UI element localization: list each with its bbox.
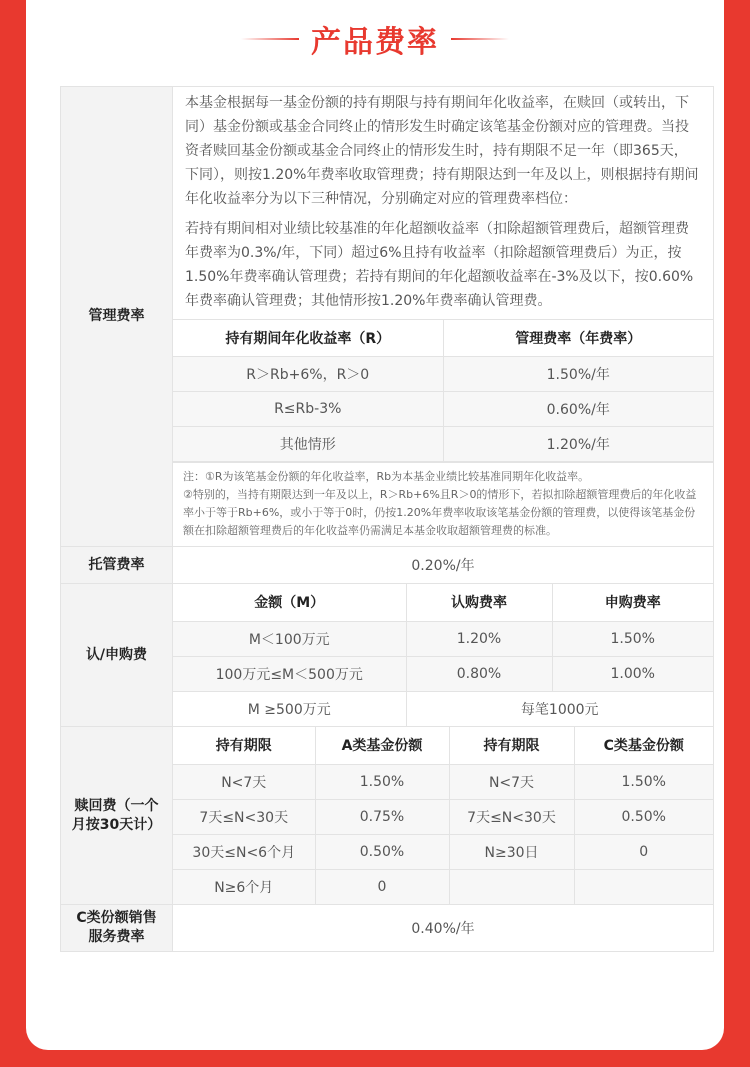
management-fee-paragraph-2: 若持有期间相对业绩比较基准的年化超额收益率（扣除超额管理费后，超额管理费年费率为0.3%/年，下同）超过6%且持有收益率（扣除超额管理费后）为正，按1.50%年费率确认管理费；若持有期间的年化超额收益率在-3%及以下，按0.60%年费率确认管理费；其他情形按1.20%年费率确认管理费。 <box>185 221 694 309</box>
tier-condition: R＞Rb+6%，R＞0 <box>173 357 443 392</box>
tier-rate: 1.20%/年 <box>443 427 713 462</box>
tier-condition: 其他情形 <box>173 427 443 462</box>
title-decor-line-left <box>241 38 299 40</box>
redeem-period-c: N≥30日 <box>449 834 574 869</box>
sub-amount: 100万元≤M＜500万元 <box>173 656 406 691</box>
table-row <box>173 427 713 462</box>
sub-header-subscribe: 认购费率 <box>406 584 552 621</box>
management-fee-row <box>61 87 713 546</box>
redeem-rate-a: 0.50% <box>315 834 449 869</box>
redeem-rate-c: 1.50% <box>574 764 713 799</box>
management-fee-content <box>173 87 713 546</box>
title-decor-line-right <box>451 38 509 40</box>
note-line-2: ②特别的，当持有期限达到一年及以上，R＞Rb+6%且R＞0的情形下，若拟扣除超额管理费后的年化收益率小于等于Rb+6%，或小于等于0时，仍按1.20%年费率收取该笔基金份额的管理费，以使得该笔基金份额在扣除超额管理费后的年化收益率仍需满足本基金收取超额管理费的标准。 <box>183 488 697 537</box>
fee-card <box>26 0 724 1050</box>
table-row <box>173 357 713 392</box>
subscription-fee-label: 认/申购费 <box>61 584 173 726</box>
redeem-period-c: 7天≤N<30天 <box>449 799 574 834</box>
note-line-1: 注：①R为该笔基金份额的年化收益率，Rb为本基金业绩比较基准同期年化收益率。 <box>183 470 590 483</box>
redeem-period-a: 7天≤N<30天 <box>173 799 315 834</box>
redeem-rate-a: 1.50% <box>315 764 449 799</box>
sub-fixed-fee: 每笔1000元 <box>406 691 713 726</box>
sub-purchase-rate: 1.00% <box>552 656 713 691</box>
table-row <box>173 799 713 834</box>
redeem-rate-a: 0 <box>315 869 449 904</box>
redeem-period-a: N<7天 <box>173 764 315 799</box>
tier-rate: 1.50%/年 <box>443 357 713 392</box>
tier-header-return: 持有期间年化收益率（R） <box>173 320 443 357</box>
sub-header-amount: 金额（M） <box>173 584 406 621</box>
management-fee-tier-table <box>173 319 713 462</box>
tier-condition: R≤Rb-3% <box>173 392 443 427</box>
redeem-rate-c <box>574 869 713 904</box>
redeem-period-c <box>449 869 574 904</box>
tier-rate: 0.60%/年 <box>443 392 713 427</box>
section-title: 产品费率 <box>311 25 439 60</box>
table-row <box>173 656 713 691</box>
table-row <box>173 764 713 799</box>
sub-header-purchase: 申购费率 <box>552 584 713 621</box>
table-row <box>173 621 713 656</box>
c-class-fee-row <box>61 904 713 951</box>
table-row <box>173 392 713 427</box>
subscription-fee-table <box>173 584 713 726</box>
redeem-rate-a: 0.75% <box>315 799 449 834</box>
redeem-header-period-c: 持有期限 <box>449 727 574 764</box>
management-fee-paragraph-1: 本基金根据每一基金份额的持有期限与持有期间年化收益率，在赎回（或转出，下同）基金份额或基金合同终止的情形发生时确定该笔基金份额对应的管理费。当投资者赎回基金份额或基金合同终止的情形发生时，持有期限不足一年（即365天，下同），则按1.20%年费率收取管理费；持有期限达到一年及以上，则根据持有期间年化收益率分为以下三种情况，分别确定对应的管理费率档位： <box>185 95 699 207</box>
tier-header-rate: 管理费率（年费率） <box>443 320 713 357</box>
c-class-fee-content <box>173 905 713 951</box>
redeem-period-c: N<7天 <box>449 764 574 799</box>
redemption-fee-content <box>173 727 713 904</box>
subscription-fee-content <box>173 584 713 726</box>
custody-fee-value: 0.20%/年 <box>411 558 475 574</box>
redeem-rate-c: 0.50% <box>574 799 713 834</box>
redeem-rate-c: 0 <box>574 834 713 869</box>
redeem-header-class-a: A类基金份额 <box>315 727 449 764</box>
subscription-fee-row <box>61 583 713 726</box>
management-fee-label: 管理费率 <box>61 87 173 546</box>
sub-amount: M ≥500万元 <box>173 691 406 726</box>
redeem-period-a: N≥6个月 <box>173 869 315 904</box>
redeem-period-a: 30天≤N<6个月 <box>173 834 315 869</box>
sub-amount: M＜100万元 <box>173 621 406 656</box>
custody-fee-row <box>61 546 713 583</box>
c-class-fee-label: C类份额销售服务费率 <box>61 905 173 951</box>
redemption-fee-table <box>173 727 713 904</box>
section-header <box>26 14 724 64</box>
redemption-fee-row <box>61 726 713 904</box>
sub-purchase-rate: 1.50% <box>552 621 713 656</box>
fee-table <box>60 86 714 952</box>
management-fee-note <box>173 462 713 546</box>
custody-fee-content <box>173 547 713 583</box>
table-row <box>173 691 713 726</box>
redemption-fee-label: 赎回费（一个月按30天计） <box>61 727 173 904</box>
table-row <box>173 869 713 904</box>
sub-subscribe-rate: 0.80% <box>406 656 552 691</box>
table-row <box>173 834 713 869</box>
redeem-header-class-c: C类基金份额 <box>574 727 713 764</box>
custody-fee-label: 托管费率 <box>61 547 173 583</box>
sub-subscribe-rate: 1.20% <box>406 621 552 656</box>
redeem-header-period-a: 持有期限 <box>173 727 315 764</box>
c-class-fee-value: 0.40%/年 <box>411 921 475 937</box>
